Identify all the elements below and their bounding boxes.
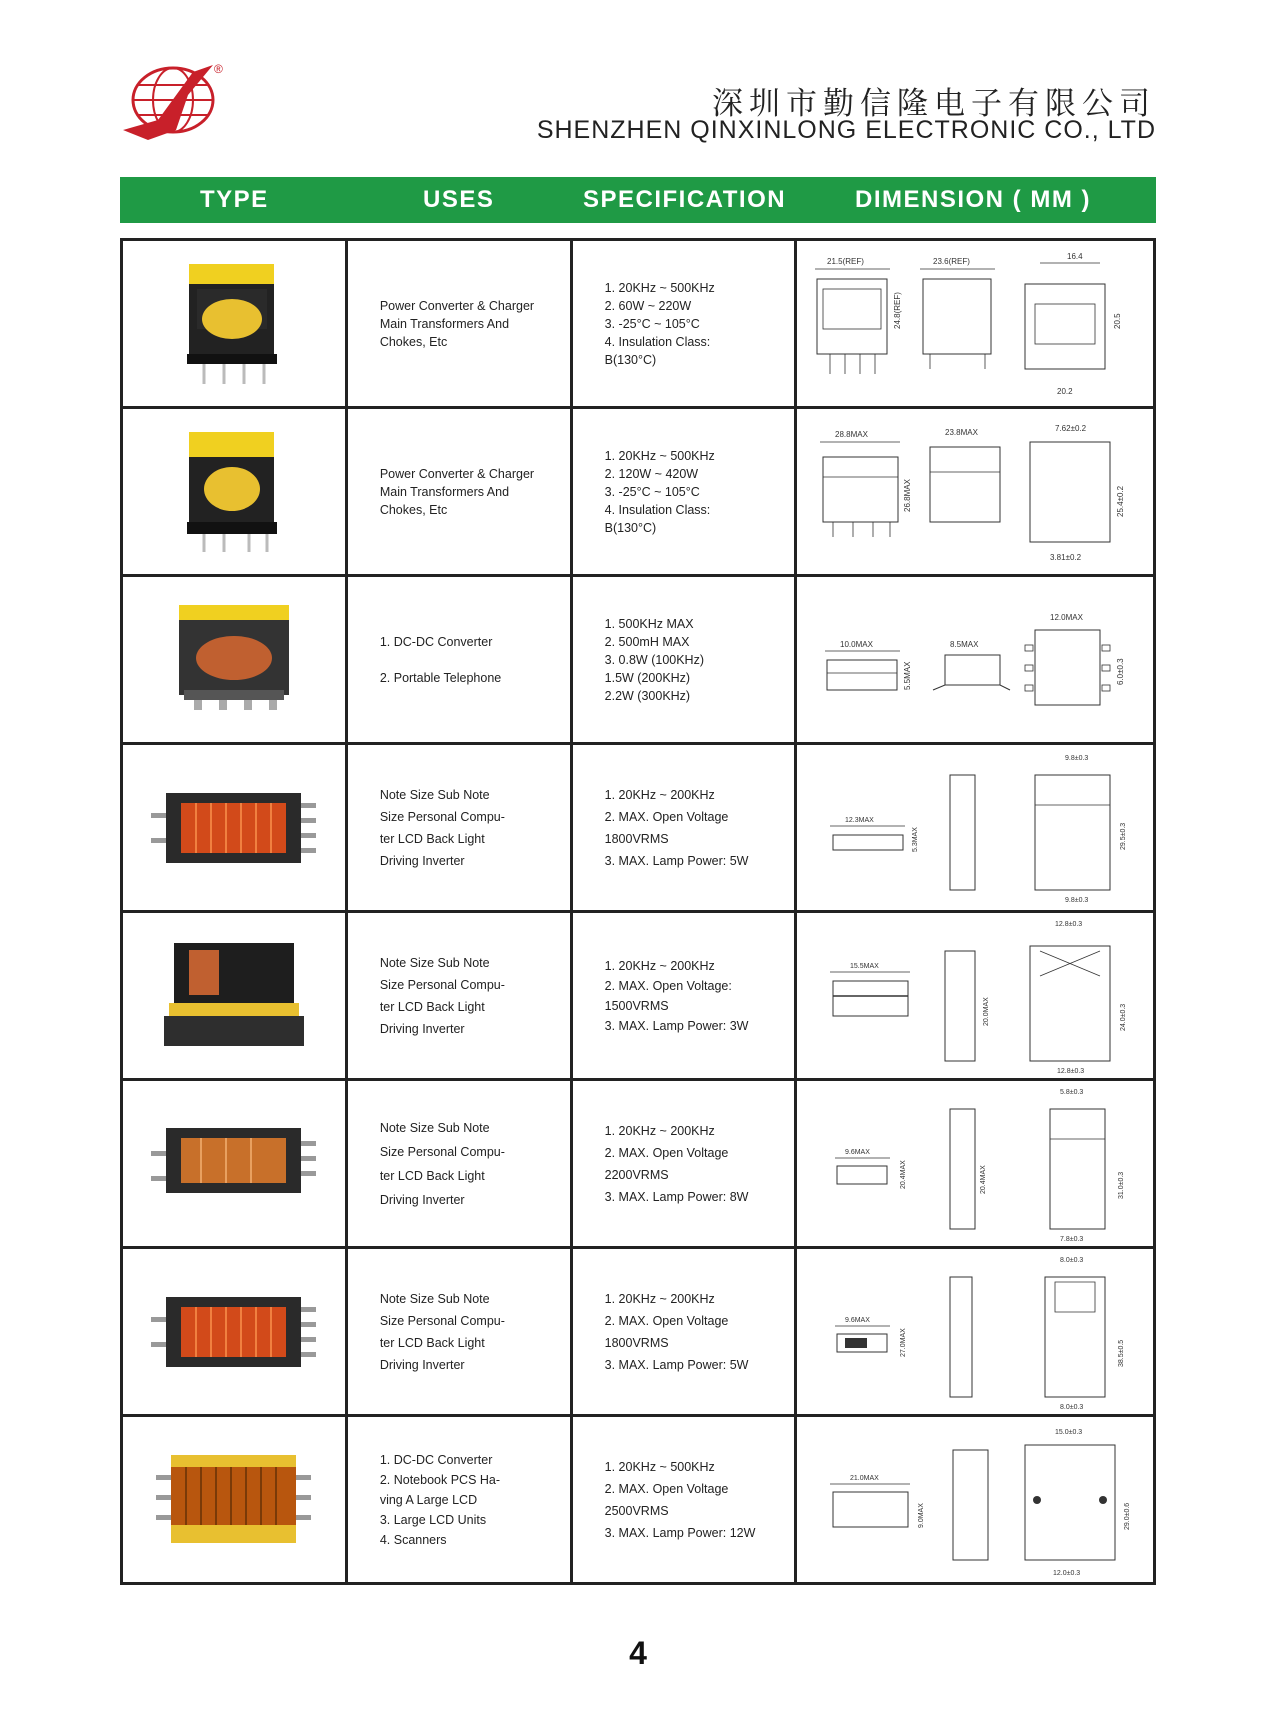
dim-label: 8.5MAX xyxy=(950,639,979,649)
spec-text: 1. 20KHz ~ 200KHz 2. MAX. Open Voltage: 1500VRMS 3. MAX. Lamp Power: 3W xyxy=(604,958,749,1033)
dim-label: 5.5MAX xyxy=(903,661,913,690)
header-dimension: DIMENSION ( MM ) xyxy=(855,186,1091,213)
dimension-drawing-icon xyxy=(805,585,1145,735)
dim-label: 7.62±0.2 xyxy=(1055,423,1087,433)
dim-label: 5.8±0.3 xyxy=(1060,1088,1084,1096)
dimension-drawing-icon xyxy=(805,249,1145,399)
uses-cell xyxy=(346,240,571,408)
dim-label: 20.0MAX xyxy=(983,996,991,1026)
dim-label: 21.5(REF) xyxy=(827,256,865,266)
uses-cell xyxy=(346,912,571,1080)
dim-label: 12.8±0.3 xyxy=(1057,1067,1085,1075)
uses-text: Note Size Sub Note Size Personal Compu- ter LCD Back Light Driving Inverter xyxy=(379,955,505,1036)
table-row xyxy=(122,1416,1155,1584)
header-uses: USES xyxy=(423,186,495,213)
dim-label: 6.0±0.3 xyxy=(1116,657,1126,685)
dim-label: 16.4 xyxy=(1067,251,1083,261)
dim-label: 12.8±0.3 xyxy=(1055,920,1083,928)
registered-mark: ® xyxy=(214,62,223,76)
uses-cell xyxy=(346,1080,571,1248)
dimension-drawing-icon xyxy=(805,1420,1145,1580)
spec-cell xyxy=(571,1248,796,1416)
dim-label: 9.6MAX xyxy=(845,1148,871,1156)
dim-label: 9.8±0.3 xyxy=(1065,897,1089,904)
dim-label: 9.8±0.3 xyxy=(1065,755,1089,762)
dimension-drawing-icon xyxy=(805,1252,1145,1412)
spec-cell xyxy=(571,240,796,408)
spec-cell xyxy=(571,912,796,1080)
dimension-cell xyxy=(796,576,1155,744)
dimension-cell xyxy=(796,912,1155,1080)
dim-label: 8.0±0.3 xyxy=(1060,1256,1084,1264)
spec-text: 1. 20KHz ~ 500KHz 2. 60W ~ 220W 3. -25°C ~ 105°C 4. Insulation Class: B(130°C) xyxy=(604,280,715,367)
uses-cell xyxy=(346,744,571,912)
company-name-english: SHENZHEN QINXINLONG ELECTRONIC CO., LTD xyxy=(536,116,1156,144)
uses-text: Note Size Sub Note Size Personal Compu- ter LCD Back Light Driving Inverter xyxy=(379,1291,505,1372)
type-cell xyxy=(122,408,347,576)
uses-text: 1. DC-DC Converter 2. Notebook PCS Ha- ving A Large LCD 3. Large LCD Units 4. Scanners xyxy=(379,1452,501,1547)
type-cell xyxy=(122,744,347,912)
dim-label: 9.6MAX xyxy=(845,1316,871,1324)
page-number: 4 xyxy=(629,1635,647,1671)
dim-label: 20.5 xyxy=(1113,312,1123,329)
dim-label: 24.0±0.3 xyxy=(1120,1003,1128,1031)
product-table xyxy=(120,238,1156,1585)
header-specification: SPECIFICATION xyxy=(583,186,787,213)
table-header-band xyxy=(120,177,1156,223)
dim-label: 23.8MAX xyxy=(945,427,979,437)
dim-label: 29.5±0.3 xyxy=(1120,822,1128,850)
dim-label: 7.8±0.3 xyxy=(1060,1235,1084,1243)
dimension-cell xyxy=(796,1080,1155,1248)
uses-text: 1. DC-DC Converter 2. Portable Telephone xyxy=(379,634,502,685)
company-name-chinese: 深圳市勤信隆电子有限公司 xyxy=(712,86,1156,122)
dimension-cell xyxy=(796,408,1155,576)
table-row xyxy=(122,744,1155,912)
type-cell xyxy=(122,576,347,744)
spec-cell xyxy=(571,1416,796,1584)
spec-cell xyxy=(571,408,796,576)
uses-text: Note Size Sub Note Size Personal Compu- ter LCD Back Light Driving Inverter xyxy=(379,787,505,868)
table-row xyxy=(122,1248,1155,1416)
dim-label: 15.0±0.3 xyxy=(1055,1428,1083,1436)
uses-cell xyxy=(346,1248,571,1416)
spec-text: 1. 500KHz MAX 2. 500mH MAX 3. 0.8W (100KHz) 1.5W (200KHz) 2.2W (300KHz) xyxy=(604,616,704,703)
spec-text: 1. 20KHz ~ 500KHz 2. 120W ~ 420W 3. -25°C ~ 105°C 4. Insulation Class: B(130°C) xyxy=(604,448,715,535)
transformer-photo-icon xyxy=(146,778,321,878)
dim-label: 12.0MAX xyxy=(1050,612,1084,622)
spec-cell xyxy=(571,1080,796,1248)
dimension-drawing-icon xyxy=(805,750,1145,905)
dim-label: 27.0MAX xyxy=(900,1327,908,1357)
table-row xyxy=(122,240,1155,408)
transformer-photo-icon xyxy=(169,600,299,720)
dim-label: 12.3MAX xyxy=(845,817,875,824)
dim-label: 8.0±0.3 xyxy=(1060,1403,1084,1411)
dimension-cell xyxy=(796,1248,1155,1416)
dimension-drawing-icon xyxy=(805,916,1145,1076)
transformer-photo-icon xyxy=(146,1445,321,1555)
type-cell xyxy=(122,1248,347,1416)
dimension-cell xyxy=(796,1416,1155,1584)
uses-text: Power Converter & Charger Main Transformers And Chokes, Etc xyxy=(379,298,535,349)
dim-label: 15.5MAX xyxy=(850,962,880,970)
dim-label: 20.4MAX xyxy=(980,1164,988,1194)
transformer-photo-icon xyxy=(179,259,289,389)
dim-label: 10.0MAX xyxy=(840,639,874,649)
dim-label: 12.0±0.3 xyxy=(1053,1569,1081,1577)
dim-label: 38.5±0.5 xyxy=(1118,1339,1126,1367)
transformer-photo-icon xyxy=(159,938,309,1053)
dim-label: 5.3MAX xyxy=(912,827,920,852)
dim-label: 23.6(REF) xyxy=(933,256,971,266)
dimension-cell xyxy=(796,744,1155,912)
dim-label: 29.0±0.6 xyxy=(1124,1502,1132,1530)
dim-label: 26.8MAX xyxy=(903,478,913,512)
table-row xyxy=(122,408,1155,576)
dimension-cell xyxy=(796,240,1155,408)
dimension-drawing-icon xyxy=(805,417,1145,567)
uses-cell xyxy=(346,408,571,576)
transformer-photo-icon xyxy=(179,427,289,557)
dim-label: 20.4MAX xyxy=(900,1159,908,1189)
dim-label: 3.81±0.2 xyxy=(1050,552,1082,562)
transformer-photo-icon xyxy=(146,1116,321,1211)
dimension-drawing-icon xyxy=(805,1084,1145,1244)
spec-text: 1. 20KHz ~ 200KHz 2. MAX. Open Voltage 2200VRMS 3. MAX. Lamp Power: 8W xyxy=(604,1123,749,1204)
uses-text: Power Converter & Charger Main Transformers And Chokes, Etc xyxy=(379,466,535,517)
dim-label: 31.0±0.3 xyxy=(1118,1171,1126,1199)
type-cell xyxy=(122,240,347,408)
dim-label: 20.2 xyxy=(1057,386,1073,396)
dim-label: 25.4±0.2 xyxy=(1116,485,1126,517)
type-cell xyxy=(122,912,347,1080)
spec-cell xyxy=(571,576,796,744)
uses-cell xyxy=(346,576,571,744)
table-row xyxy=(122,1080,1155,1248)
uses-text: Note Size Sub Note Size Personal Compu- ter LCD Back Light Driving Inverter xyxy=(379,1120,505,1207)
dim-label: 21.0MAX xyxy=(850,1474,880,1482)
spec-text: 1. 20KHz ~ 500KHz 2. MAX. Open Voltage 2500VRMS 3. MAX. Lamp Power: 12W xyxy=(604,1459,756,1540)
transformer-photo-icon xyxy=(146,1282,321,1382)
dim-label: 28.8MAX xyxy=(835,429,869,439)
type-cell xyxy=(122,1416,347,1584)
uses-cell xyxy=(346,1416,571,1584)
table-row xyxy=(122,576,1155,744)
spec-text: 1. 20KHz ~ 200KHz 2. MAX. Open Voltage 1800VRMS 3. MAX. Lamp Power: 5W xyxy=(604,787,749,868)
table-row xyxy=(122,912,1155,1080)
dim-label: 24.8(REF) xyxy=(893,291,903,329)
spec-cell xyxy=(571,744,796,912)
type-cell xyxy=(122,1080,347,1248)
dim-label: 9.0MAX xyxy=(918,1502,926,1528)
header-type: TYPE xyxy=(200,186,269,213)
spec-text: 1. 20KHz ~ 200KHz 2. MAX. Open Voltage 1800VRMS 3. MAX. Lamp Power: 5W xyxy=(604,1291,749,1372)
